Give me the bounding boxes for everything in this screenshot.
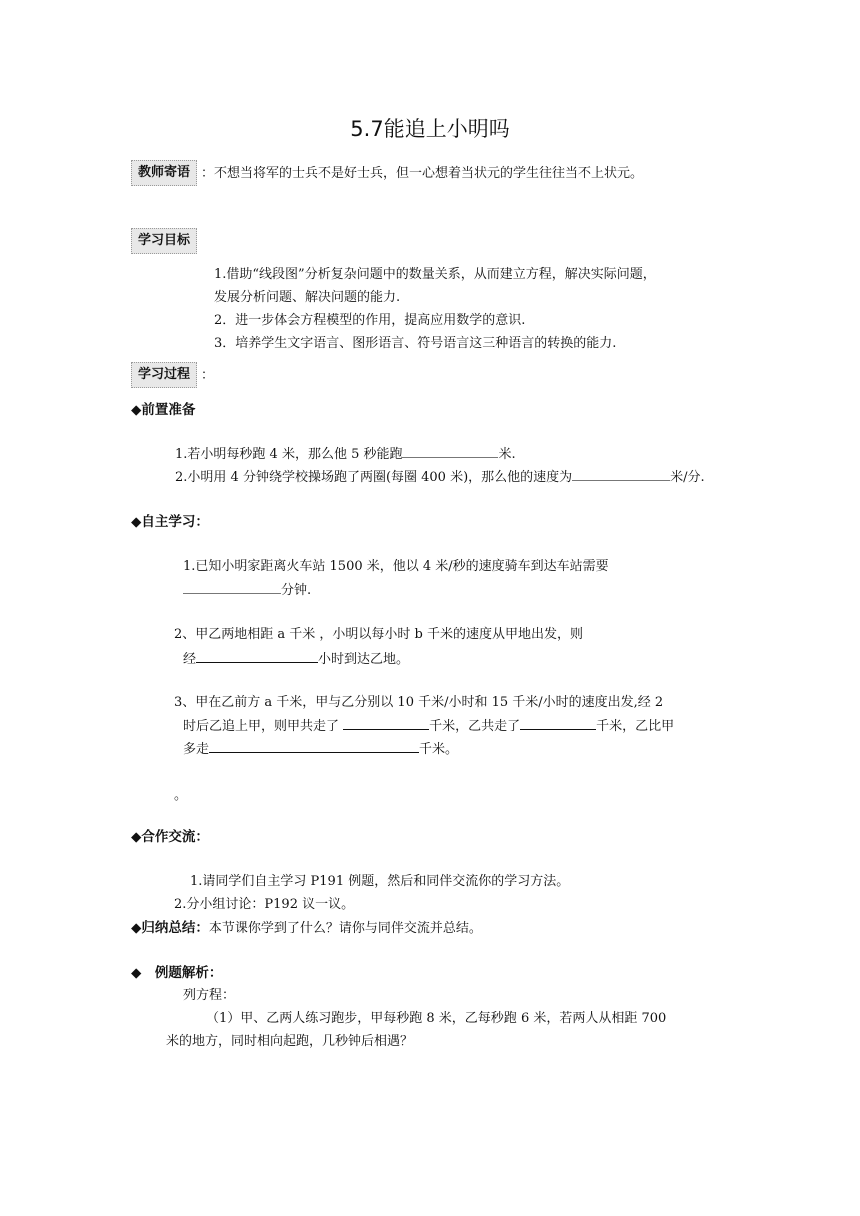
prep-heading: ◆前置准备	[131, 402, 196, 418]
stray-punctuation: 。	[174, 788, 188, 803]
answer-blank[interactable]	[520, 715, 596, 730]
teacher-message-tag: 教师寄语	[131, 160, 197, 186]
self-study-heading: ◆自主学习：	[131, 514, 209, 530]
answer-blank[interactable]	[196, 648, 318, 663]
answer-blank[interactable]	[572, 466, 670, 481]
learning-goals-header	[131, 228, 197, 254]
teacher-message	[131, 160, 643, 186]
self-q3-mid2: 千米，乙比甲	[596, 719, 675, 734]
prep-q2-text: 2.小明用 4 分钟绕学校操场跑了两圈(每圈 400 米)，那么他的速度为	[175, 470, 573, 485]
self-question-3-line1: 3、甲在乙前方 a 千米，甲与乙分别以 10 千米/小时和 15 千米/小时的速度出发,经 2	[174, 695, 664, 710]
cooperation-heading: ◆合作交流：	[131, 829, 209, 845]
self-question-2-line1: 2、甲乙两地相距 a 千米 ，小明以每小时 b 千米的速度从甲地出发，则	[174, 627, 584, 642]
answer-blank[interactable]	[209, 738, 419, 753]
self-q2-pre: 经	[183, 652, 197, 667]
summary-heading: ◆归纳总结：	[131, 920, 209, 936]
self-question-3-line2	[183, 715, 674, 738]
goal-item: 1.借助“线段图”分析复杂问题中的数量关系，从而建立方程，解决实际问题，	[214, 267, 656, 282]
self-q2-post: 小时到达乙地。	[318, 652, 410, 667]
summary-line	[131, 917, 482, 940]
goal-item: 3．培养学生文字语言、图形语言、符号语言这三种语言的转换的能力.	[214, 336, 617, 351]
prep-question-1	[175, 443, 516, 466]
example-problem-line2: 米的地方，同时相向起跑，几秒钟后相遇？	[166, 1034, 414, 1049]
self-q3-pre: 时后乙追上甲，则甲共走了	[183, 719, 344, 734]
self-q3-pre2: 多走	[183, 742, 210, 757]
self-question-2-line2	[183, 648, 409, 671]
learning-process-suffix: ：	[201, 367, 215, 383]
answer-blank[interactable]	[183, 579, 281, 594]
learning-process-header	[131, 362, 214, 388]
learning-goals-tag: 学习目标	[131, 228, 197, 254]
self-question-3-line3	[183, 738, 458, 761]
coop-item-2: 2.分小组讨论：P192 议一议。	[174, 897, 355, 912]
prep-q2-unit: 米/分.	[670, 470, 705, 485]
goal-item: 2．进一步体会方程模型的作用，提高应用数学的意识.	[214, 313, 526, 328]
self-q3-post: 千米。	[419, 742, 459, 757]
self-question-1-line2	[183, 579, 311, 602]
self-q1-unit: 分钟.	[281, 583, 312, 598]
goal-item: 发展分析问题、解决问题的能力.	[214, 290, 401, 305]
example-problem-line1: （1）甲、乙两人练习跑步，甲每秒跑 8 米，乙每秒跑 6 米，若两人从相距 700	[206, 1011, 667, 1026]
summary-text: 本节课你学到了什么？请你与同伴交流并总结。	[208, 921, 482, 936]
answer-blank[interactable]	[402, 443, 498, 458]
answer-blank[interactable]	[343, 715, 429, 730]
page-title: 5.7能追上小明吗	[350, 117, 510, 141]
example-label: 列方程：	[183, 988, 236, 1003]
coop-item-1: 1.请同学们自主学习 P191 例题，然后和同伴交流你的学习方法。	[190, 874, 570, 889]
example-heading: ◆ 例题解析：	[131, 965, 223, 981]
prep-question-2	[175, 466, 705, 489]
teacher-message-text: ：不想当将军的士兵不是好士兵，但一心想着当状元的学生往往当不上状元。	[201, 165, 644, 181]
self-q3-mid1: 千米，乙共走了	[429, 719, 521, 734]
prep-q1-text: 1.若小明每秒跑 4 米，那么他 5 秒能跑	[175, 447, 403, 462]
self-question-1-line1: 1.已知小明家距离火车站 1500 米，他以 4 米/秒的速度骑车到达车站需要	[183, 559, 609, 574]
learning-process-tag: 学习过程	[131, 362, 197, 388]
prep-q1-unit: 米.	[498, 447, 516, 462]
